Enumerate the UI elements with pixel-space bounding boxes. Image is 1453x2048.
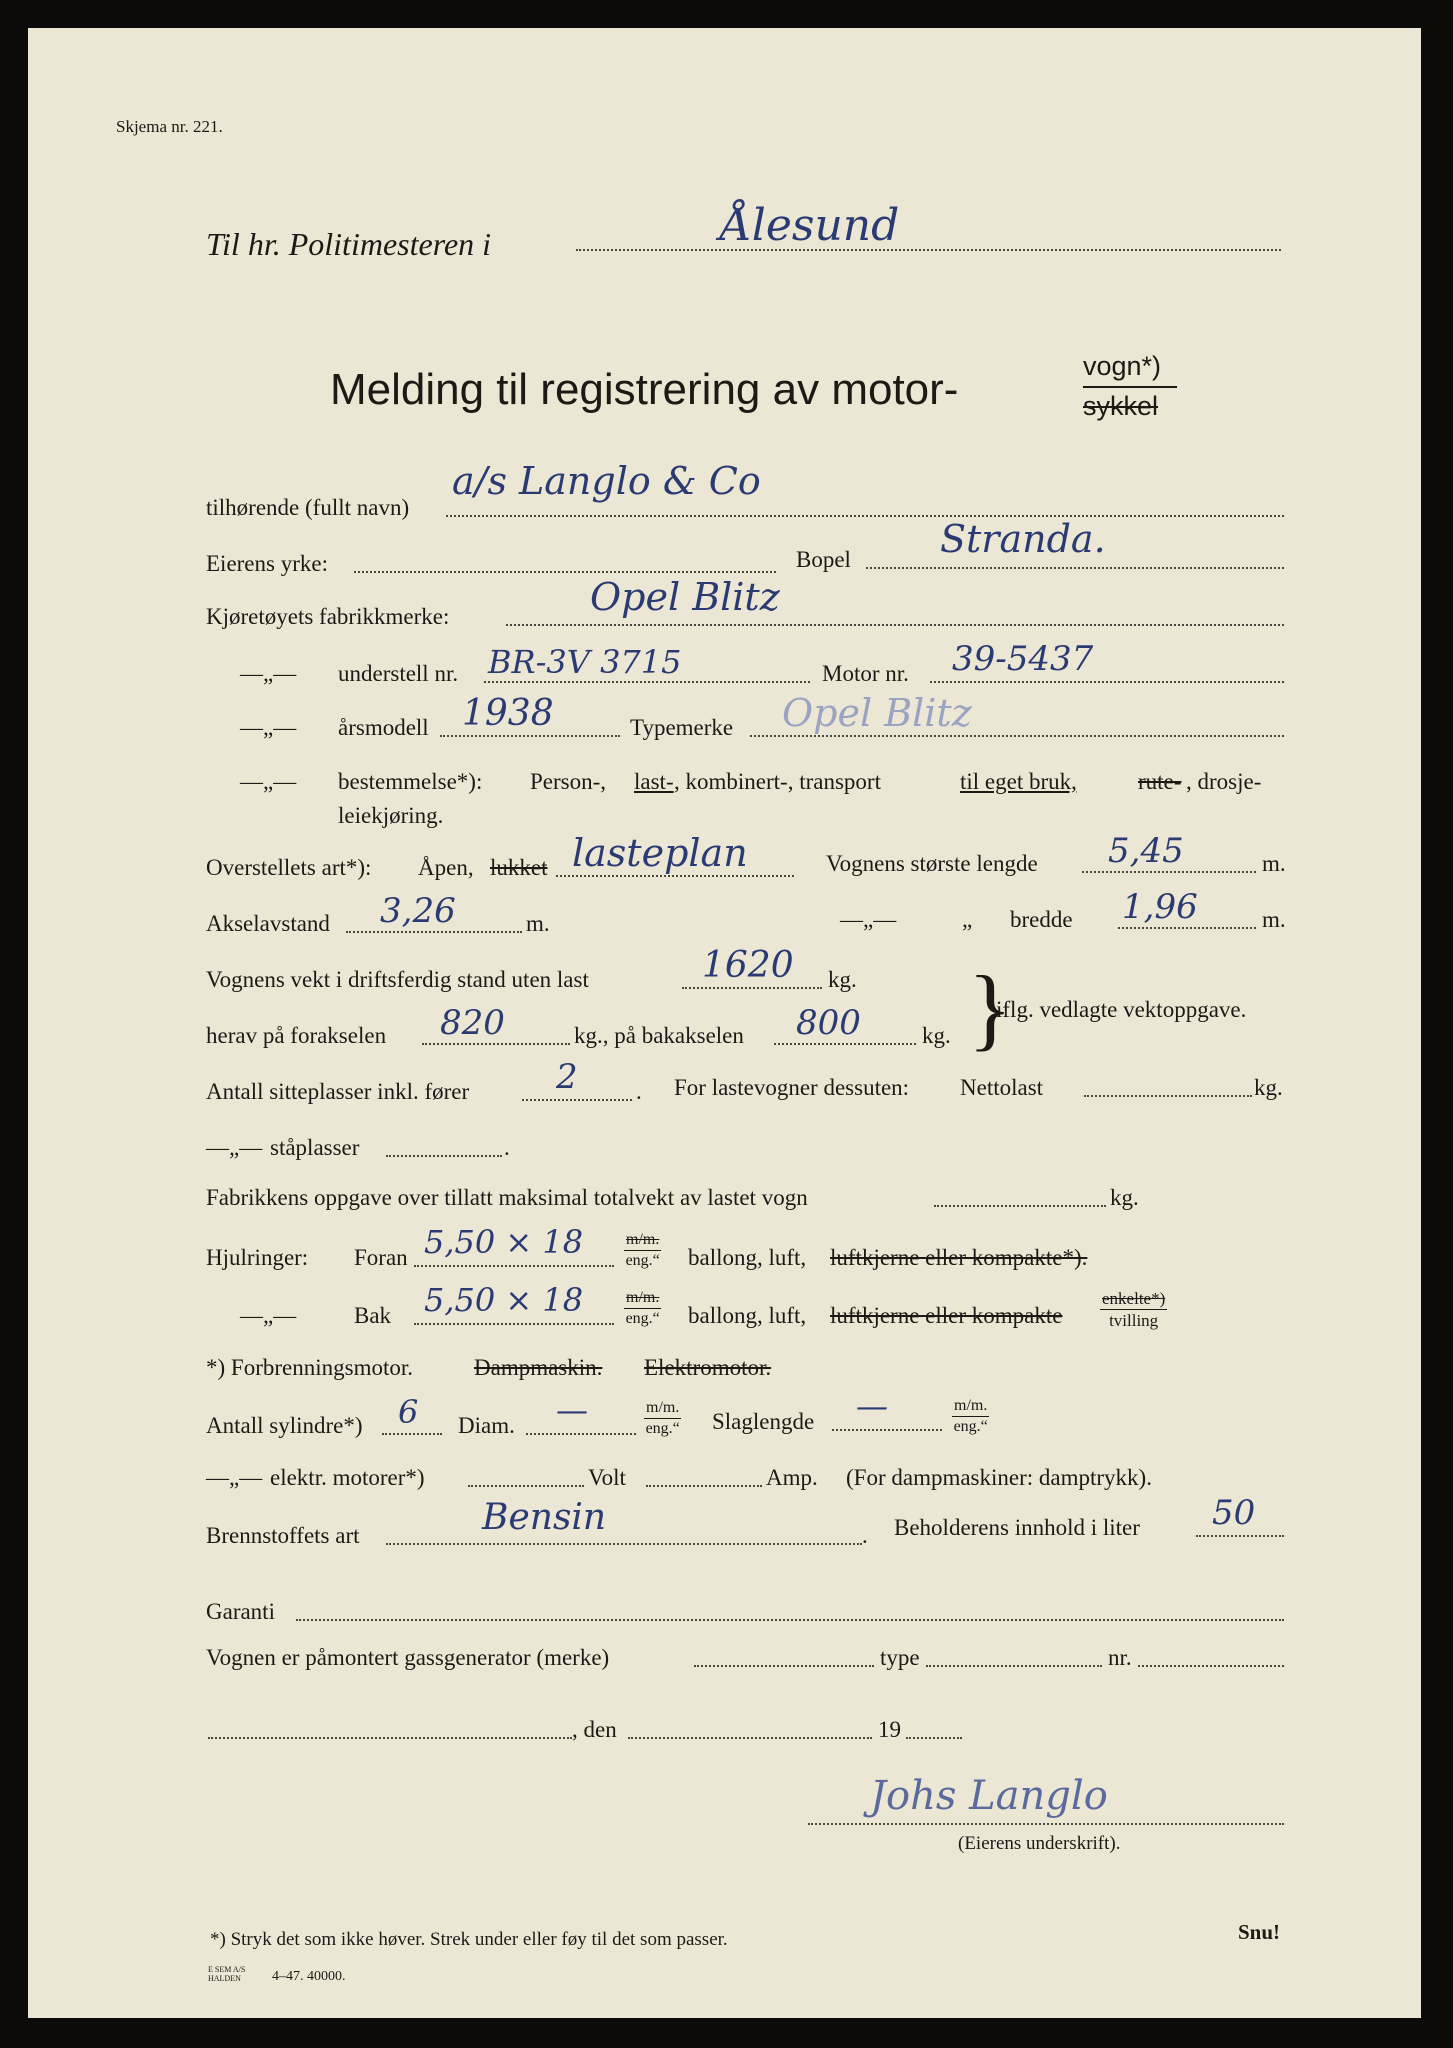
rear-axle-line[interactable]	[774, 1043, 916, 1045]
wheels-front-line[interactable]	[414, 1265, 614, 1267]
body-label: Overstellets art*):	[206, 855, 372, 880]
body-line[interactable]	[556, 875, 794, 877]
max-weight-label: Fabrikkens oppgave over tillatt maksimal totalvekt av lastet vogn	[206, 1185, 808, 1210]
max-weight-line[interactable]	[934, 1205, 1106, 1207]
printer-code: 4–47. 40000.	[272, 1969, 346, 1984]
model-year-label: årsmodell	[338, 715, 429, 740]
guarantee-line[interactable]	[296, 1619, 1284, 1621]
addressee-line[interactable]	[576, 249, 1281, 251]
year-prefix: 19	[878, 1717, 901, 1742]
amp-label: Amp.	[766, 1465, 818, 1490]
tank-value: 50	[1212, 1493, 1256, 1533]
addressee-label: Til hr. Politimesteren i	[206, 226, 492, 262]
wheels-rear-config: enkelte*) tvilling	[1102, 1289, 1166, 1331]
purpose-own-use: til eget bruk,	[960, 769, 1077, 794]
width-comma: „	[962, 907, 973, 932]
form-number: Skjema nr. 221.	[116, 117, 223, 136]
occupation-line[interactable]	[354, 571, 776, 573]
wheels-front-struck: luftkjerne eller kompakte*).	[830, 1245, 1088, 1270]
date-label: , den	[572, 1717, 617, 1742]
steam-note: (For dampmaskiner: damptrykk).	[846, 1465, 1152, 1490]
occupation-label: Eierens yrke:	[206, 551, 328, 576]
net-load-label: Nettolast	[960, 1075, 1044, 1100]
wheels-rear-type: ballong, luft,	[688, 1303, 807, 1328]
stroke-unit: m/m. eng.“	[953, 1397, 988, 1435]
weight-note: iflg. vedlagte vektoppgave.	[996, 997, 1247, 1022]
addressee-value: Ålesund	[720, 200, 900, 251]
seats-label: Antall sitteplasser inkl. fører	[206, 1079, 470, 1104]
purpose-drosje: , drosje-	[1186, 769, 1262, 794]
chassis-line[interactable]	[484, 681, 810, 683]
wheelbase-line[interactable]	[346, 931, 522, 933]
seats-dot: .	[636, 1079, 642, 1104]
owner-label: tilhørende (fullt navn)	[206, 495, 410, 520]
weight-label: Vognens vekt i driftsferdig stand uten last	[206, 967, 589, 992]
width-ditto: —„—	[840, 907, 897, 932]
diameter-unit: m/m. eng.“	[645, 1399, 680, 1437]
electric-ditto: —„—	[206, 1465, 263, 1490]
fuel-value: Bensin	[482, 1497, 607, 1538]
gas-nr-label: nr.	[1108, 1645, 1132, 1670]
seats-line[interactable]	[522, 1099, 632, 1101]
volt-line[interactable]	[468, 1485, 584, 1487]
signature-label: (Eierens underskrift).	[958, 1833, 1121, 1854]
rear-axle-unit: kg.	[922, 1023, 951, 1048]
gas-label: Vognen er påmontert gassgenerator (merke)	[206, 1645, 610, 1670]
body-closed: lukket	[490, 855, 548, 880]
length-value: 5,45	[1108, 831, 1184, 871]
purpose-route: rute-	[1138, 769, 1182, 794]
purpose-ditto: —„—	[240, 769, 297, 794]
date-line[interactable]	[628, 1737, 872, 1739]
width-line[interactable]	[1118, 927, 1256, 929]
type-value: Opel Blitz	[782, 691, 972, 735]
standing-label: ståplasser	[270, 1135, 360, 1160]
front-axle-value: 820	[440, 1003, 505, 1043]
wheels-rear-value: 5,50 × 18	[424, 1281, 584, 1319]
residence-label: Bopel	[796, 547, 851, 572]
wheels-rear-ditto: —„—	[240, 1303, 297, 1328]
purpose-label: bestemmelse*):	[338, 769, 483, 794]
signature-line[interactable]	[808, 1823, 1284, 1825]
gas-type-line[interactable]	[926, 1665, 1102, 1667]
front-axle-label: herav på forakselen	[206, 1023, 387, 1048]
chassis-ditto: —„—	[240, 661, 297, 686]
place-line[interactable]	[208, 1737, 572, 1739]
stroke-value: —	[856, 1387, 888, 1425]
stroke-line[interactable]	[832, 1429, 942, 1431]
guarantee-label: Garanti	[206, 1599, 275, 1624]
gas-make-line[interactable]	[694, 1665, 874, 1667]
diameter-value: —	[556, 1391, 588, 1429]
motor-line[interactable]	[930, 681, 1284, 683]
page-title: Melding til registrering av motor-	[330, 365, 959, 414]
electric-label: elektr. motorer*)	[270, 1465, 425, 1490]
net-load-line[interactable]	[1084, 1095, 1252, 1097]
seats-value: 2	[556, 1057, 578, 1097]
fuel-label: Brennstoffets art	[206, 1523, 360, 1548]
footnote: *) Stryk det som ikke høver. Strek under eller føy til det som passer.	[210, 1929, 728, 1950]
type-label: Typemerke	[630, 715, 734, 740]
owner-line[interactable]	[446, 515, 1284, 517]
width-unit: m.	[1262, 907, 1286, 932]
width-value: 1,96	[1122, 887, 1198, 927]
owner-value: a/s Langlo & Co	[452, 459, 761, 503]
chassis-value: BR-3V 3715	[488, 643, 682, 681]
model-year-line[interactable]	[440, 735, 620, 737]
wheels-rear-label: Bak	[354, 1303, 392, 1328]
wheels-rear-struck: luftkjerne eller kompakte	[830, 1303, 1063, 1328]
make-label: Kjøretøyets fabrikkmerke:	[206, 604, 450, 629]
freight-label: For lastevogner dessuten:	[674, 1075, 910, 1100]
diameter-label: Diam.	[458, 1413, 515, 1438]
residence-value: Stranda.	[940, 517, 1106, 561]
length-line[interactable]	[1082, 871, 1256, 873]
fuel-line[interactable]	[386, 1543, 862, 1545]
wheels-front-unit: m/m. eng.“	[625, 1231, 660, 1269]
standing-ditto: —„—	[206, 1135, 263, 1160]
wheels-front-type: ballong, luft,	[688, 1245, 807, 1270]
chassis-label: understell nr.	[338, 661, 459, 686]
title-fraction-bar	[1083, 386, 1177, 388]
wheels-rear-unit: m/m. eng.“	[625, 1289, 660, 1327]
purpose-last: last-	[634, 769, 674, 794]
amp-line[interactable]	[646, 1485, 762, 1487]
owner-signature: Johs Langlo	[870, 1773, 1108, 1819]
rear-axle-label: kg., på bakakselen	[574, 1023, 744, 1048]
wheels-label: Hjulringer:	[206, 1245, 309, 1270]
tank-line[interactable]	[1196, 1535, 1284, 1537]
gas-type-label: type	[880, 1645, 920, 1670]
year-line[interactable]	[906, 1737, 962, 1739]
engine-combustion: *) Forbrenningsmotor.	[206, 1355, 413, 1380]
wheelbase-unit: m.	[526, 911, 550, 936]
motor-value: 39-5437	[952, 639, 1094, 679]
wheels-rear-line[interactable]	[414, 1323, 614, 1325]
length-unit: m.	[1262, 851, 1286, 876]
diameter-line[interactable]	[526, 1433, 636, 1435]
weight-brace: }	[968, 957, 1013, 1059]
stroke-label: Slaglengde	[712, 1409, 815, 1434]
year-ditto: —„—	[240, 715, 297, 740]
make-line[interactable]	[506, 624, 1284, 626]
front-axle-line[interactable]	[422, 1043, 570, 1045]
max-weight-unit: kg.	[1110, 1185, 1139, 1210]
rear-axle-value: 800	[796, 1003, 861, 1043]
wheels-front-value: 5,50 × 18	[424, 1223, 584, 1261]
tank-label: Beholderens innhold i liter	[894, 1515, 1140, 1540]
standing-line[interactable]	[386, 1155, 502, 1157]
cylinders-value: 6	[398, 1393, 419, 1431]
net-load-unit: kg.	[1254, 1075, 1283, 1100]
wheelbase-label: Akselavstand	[206, 911, 330, 936]
type-line[interactable]	[750, 735, 1284, 737]
model-year-value: 1938	[462, 693, 554, 734]
title-option-vogn: vogn*)	[1083, 351, 1162, 381]
engine-electric: Elektromotor.	[644, 1355, 772, 1380]
title-option-sykkel: sykkel	[1083, 391, 1159, 421]
cylinders-line[interactable]	[382, 1433, 442, 1435]
purpose-person: Person-,	[530, 769, 607, 794]
make-value: Opel Blitz	[590, 575, 780, 619]
fuel-dot: .	[862, 1523, 868, 1548]
engine-steam: Dampmaskin.	[474, 1355, 603, 1380]
wheelbase-value: 3,26	[380, 891, 456, 931]
printer-name: E SEM A/S HALDEN	[208, 1965, 246, 1983]
gas-nr-line[interactable]	[1138, 1665, 1284, 1667]
length-label: Vognens største lengde	[826, 851, 1038, 876]
volt-label: Volt	[588, 1465, 626, 1490]
weight-unit: kg.	[828, 967, 857, 992]
body-open: Åpen,	[418, 855, 474, 880]
weight-value: 1620	[702, 945, 794, 986]
residence-line[interactable]	[866, 567, 1284, 569]
standing-dot: .	[504, 1135, 510, 1160]
weight-line[interactable]	[682, 987, 822, 989]
purpose-line2: leiekjøring.	[338, 803, 444, 828]
cylinders-label: Antall sylindre*)	[206, 1413, 363, 1438]
body-value: lasteplan	[572, 831, 748, 875]
turn-over-note: Snu!	[1238, 1920, 1281, 1944]
width-label: bredde	[1010, 907, 1073, 932]
wheels-front-label: Foran	[354, 1245, 408, 1270]
motor-label: Motor nr.	[822, 661, 909, 686]
purpose-kombinert: , kombinert-, transport	[674, 769, 881, 794]
